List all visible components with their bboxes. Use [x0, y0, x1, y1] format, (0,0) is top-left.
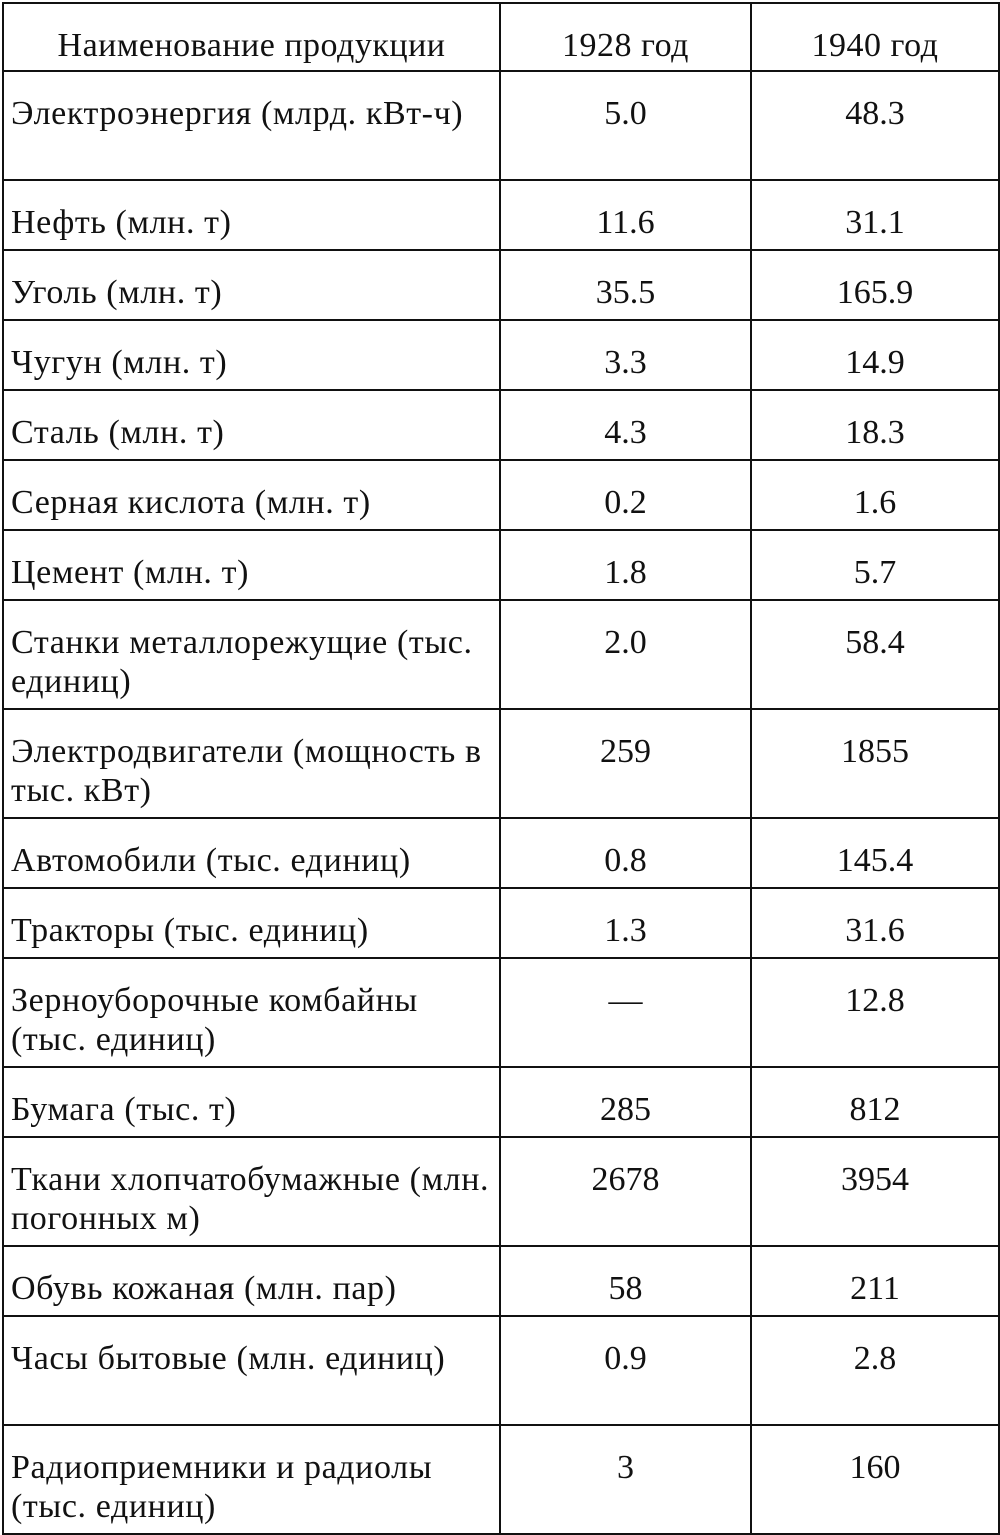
product-name: Цемент (млн. т) — [3, 530, 500, 600]
table-row — [3, 71, 999, 180]
value-1940: 2.8 — [751, 1316, 999, 1425]
value-1940: 165.9 — [751, 250, 999, 320]
value-1940: 58.4 — [751, 600, 999, 709]
value-1940: 5.7 — [751, 530, 999, 600]
product-name: Тракторы (тыс. единиц) — [3, 888, 500, 958]
value-1940: 12.8 — [751, 958, 999, 1067]
table-row — [3, 390, 999, 460]
value-1928: 35.5 — [500, 250, 751, 320]
product-name: Ткани хлопчатобумажные (млн. погонных м) — [3, 1137, 500, 1246]
table-row — [3, 460, 999, 530]
product-name: Радиоприемники и радиолы (тыс. единиц) — [3, 1425, 500, 1534]
value-1928: 11.6 — [500, 180, 751, 250]
header-row — [3, 3, 999, 71]
value-1928: 58 — [500, 1246, 751, 1316]
product-name: Сталь (млн. т) — [3, 390, 500, 460]
value-1928: 4.3 — [500, 390, 751, 460]
table-row — [3, 1137, 999, 1246]
header-year-1940: 1940 год — [751, 3, 999, 71]
value-1928: 0.9 — [500, 1316, 751, 1425]
value-1928: 259 — [500, 709, 751, 818]
value-1940: 18.3 — [751, 390, 999, 460]
table-row — [3, 958, 999, 1067]
value-1928: 2.0 — [500, 600, 751, 709]
production-table — [2, 2, 1000, 1535]
value-1940: 31.6 — [751, 888, 999, 958]
product-name: Станки металлорежущие (тыс. единиц) — [3, 600, 500, 709]
table-row — [3, 1425, 999, 1534]
value-1928: 3 — [500, 1425, 751, 1534]
table-row — [3, 180, 999, 250]
product-name: Бумага (тыс. т) — [3, 1067, 500, 1137]
table-row — [3, 250, 999, 320]
header-year-1928: 1928 год — [500, 3, 751, 71]
value-1940: 211 — [751, 1246, 999, 1316]
header-product-name: Наименование продукции — [3, 3, 500, 71]
table-row — [3, 1316, 999, 1425]
product-name: Электроэнергия (млрд. кВт-ч) — [3, 71, 500, 180]
value-1940: 160 — [751, 1425, 999, 1534]
product-name: Автомобили (тыс. единиц) — [3, 818, 500, 888]
product-name: Нефть (млн. т) — [3, 180, 500, 250]
value-1940: 812 — [751, 1067, 999, 1137]
value-1928: 5.0 — [500, 71, 751, 180]
value-1940: 14.9 — [751, 320, 999, 390]
value-1928: 2678 — [500, 1137, 751, 1246]
value-1928: 1.3 — [500, 888, 751, 958]
value-1940: 48.3 — [751, 71, 999, 180]
value-1928: 285 — [500, 1067, 751, 1137]
value-1940: 31.1 — [751, 180, 999, 250]
table-row — [3, 818, 999, 888]
value-1940: 145.4 — [751, 818, 999, 888]
table-row — [3, 320, 999, 390]
product-name: Чугун (млн. т) — [3, 320, 500, 390]
value-1928: 1.8 — [500, 530, 751, 600]
product-name: Зерноуборочные комбайны (тыс. единиц) — [3, 958, 500, 1067]
value-1940: 1855 — [751, 709, 999, 818]
product-name: Уголь (млн. т) — [3, 250, 500, 320]
value-1940: 3954 — [751, 1137, 999, 1246]
value-1928: 0.8 — [500, 818, 751, 888]
value-1928: 0.2 — [500, 460, 751, 530]
product-name: Часы бытовые (млн. единиц) — [3, 1316, 500, 1425]
table-row — [3, 1067, 999, 1137]
table-row — [3, 888, 999, 958]
table-row — [3, 709, 999, 818]
table-row — [3, 530, 999, 600]
table-row — [3, 1246, 999, 1316]
product-name: Серная кислота (млн. т) — [3, 460, 500, 530]
value-1928: 3.3 — [500, 320, 751, 390]
product-name: Обувь кожаная (млн. пар) — [3, 1246, 500, 1316]
value-1928: — — [500, 958, 751, 1067]
value-1940: 1.6 — [751, 460, 999, 530]
product-name: Электродвигатели (мощность в тыс. кВт) — [3, 709, 500, 818]
table-row — [3, 600, 999, 709]
